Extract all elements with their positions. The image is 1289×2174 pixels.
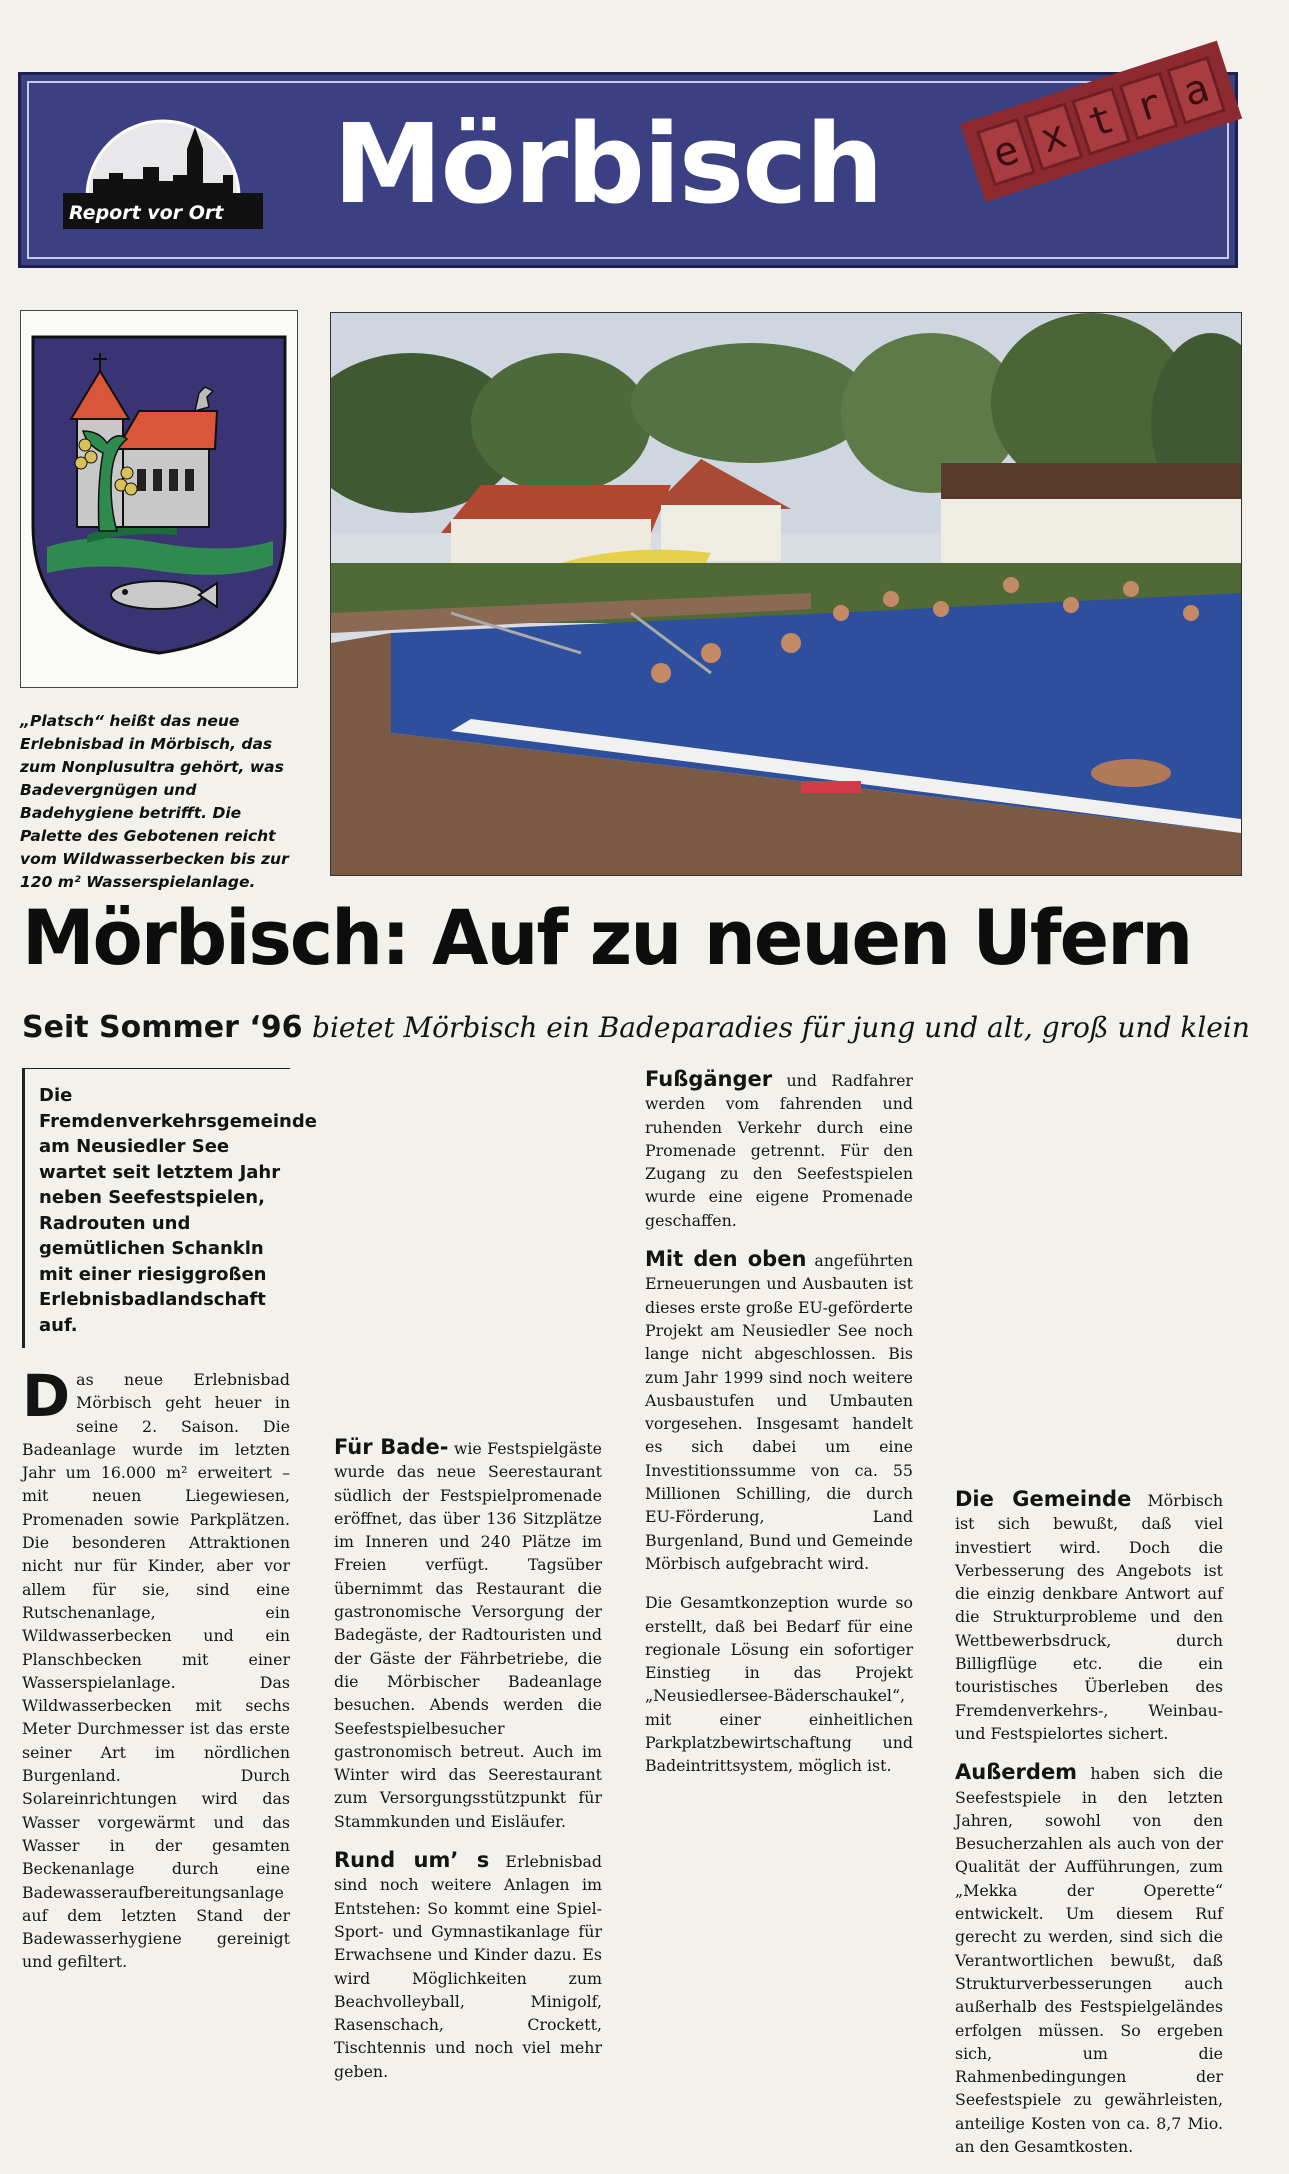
report-vor-ort-logo	[63, 119, 263, 229]
paragraph-2-text: wie Festspielgäste wurde das neue Seerestaurant südlich der Festspielpromenade eröffnet, das über 136 Sitzplätze im Inneren und 240 Plätze im Freien verfügt. Tagsüber übernimmt das Restaurant die gastronomische Versorgung der Badegäste, der Radtouristen und der Gäste der Fährbetriebe, die die Mörbischer Badeanlage besuchen. Abends werden die Seefestspielbesucher gastronomisch betreut. Auch im Winter wird das Seerestaurant zum Versorgungsstützpunkt für Stammkunden und Eisläufer.	[334, 1439, 602, 1831]
extra-letter: e	[976, 118, 1036, 187]
article-column-3	[645, 1068, 913, 1794]
article-subhead	[22, 1006, 1262, 1050]
subhead-lead: Seit Sommer ‘96	[22, 1010, 303, 1045]
paragraph-7	[955, 1488, 1223, 1745]
coat-of-arms-image	[27, 335, 291, 655]
paragraph-5-lead: Mit den oben	[645, 1247, 807, 1272]
subhead-rest: bietet Mörbisch ein Badeparadies für jung und alt, groß und klein	[312, 1011, 1250, 1044]
paragraph-7-text: Mörbisch ist sich bewußt, daß viel investiert wird. Doch die Verbesserung des Angebots ist die einzig denkbare Antwort auf die Strukturprobleme und den Wettbewerbsdruck, durch Billigflüge etc. die ein touristisches Überleben des Fremdenverkehrs-, Weinbau- und Festspielortes sichert.	[955, 1491, 1223, 1743]
article-column-2	[334, 1436, 602, 2099]
coat-of-arms-caption: „Platsch“ heißt das neue Erlebnisbad in Mörbisch, das zum Nonplusultra gehört, was Badevergnügen und Badehygiene betrifft. Die Palette des Gebotenen reicht vom Wildwasserbecken bis zur 120 m² Wasserspielanlage.	[20, 712, 289, 891]
paragraph-6: Die Gesamtkonzeption wurde so erstellt, daß bei Bedarf für eine regionale Lösung ein sofortiger Einstieg in das Projekt „Neusiedlersee-Bäderschaukel“, mit einer einheitlichen Parkplatzbewirtschaftung und Badeintrittsystem, möglich ist.	[645, 1593, 913, 1776]
paragraph-1-text: as neue Erlebnisbad Mörbisch geht heuer in seine 2. Saison. Die Badeanlage wurde im letzten Jahr um 16.000 m² erweitert – mit neuen Liegewiesen, Promenaden sowie Parkplätzen. Die besonderen Attraktionen nicht nur für Kinder, aber vor allem für sie, sind eine Rutschenanlage, ein Wildwasserbecken und ein Planschbecken mit einer Wasserspielanlage. Das Wildwasserbecken mit sechs Meter Durchmesser ist das erste seiner Art im nördlichen Burgenland. Durch Solareinrichtungen wird das Wasser vorgewärmt und das Wasser in der gesamten Beckenanlage durch eine Badewasseraufbereitungsanlage auf dem letzten Stand der Badewasserhygiene gereinigt und gefiltert.	[22, 1370, 290, 1972]
paragraph-4-lead: Fußgänger	[645, 1067, 773, 1091]
paragraph-2-lead: Für Bade-	[334, 1435, 449, 1459]
extra-letter: a	[1166, 56, 1226, 125]
paragraph-7-lead: Die Gemeinde	[955, 1487, 1132, 1511]
article-column-4	[955, 1488, 1223, 2174]
paragraph-8-lead: Außerdem	[955, 1760, 1078, 1785]
pool-photo	[330, 312, 1242, 876]
extra-letter: r	[1119, 71, 1179, 140]
paragraph-3	[334, 1849, 602, 2083]
paragraph-8	[955, 1761, 1223, 2158]
drop-cap: D	[22, 1362, 71, 1430]
paragraph-4	[645, 1068, 913, 1232]
paragraph-1	[22, 1362, 290, 1974]
coat-of-arms-frame	[20, 310, 298, 688]
extra-letter: x	[1024, 102, 1084, 171]
paragraph-5-text: angeführten Erneuerungen und Ausbauten ist dieses erste große EU-geförderte Projekt am Neusiedler See noch lange nicht abgeschlossen. Bis zum Jahr 1999 sind noch weitere Ausbaustufen und Umbauten vorgesehen. Insgesamt handelt es sich dabei um eine Investitionssumme von ca. 55 Millionen Schilling, die durch EU-Förderung, Land Burgenland, Bund und Gemeinde Mörbisch aufgebracht wird.	[645, 1251, 913, 1573]
article-intro: Die Fremdenverkehrsgemeinde am Neusiedler See wartet seit letztem Jahr neben Seefestspielen, Radrouten und gemütlichen Schankln mit einer riesiggroßen Erlebnisbadlandschaft auf.	[22, 1068, 290, 1348]
paragraph-8-text: haben sich die Seefestspiele in den letzten Jahren, sowohl von den Besucherzahlen als auch von der Qualität der Aufführungen, zum „Mekka der Operette“ entwickelt. Um diesem Ruf gerecht zu werden, sind sich die Verantwortlichen bewußt, daß Strukturverbesserungen auch außerhalb des Festspielgeländes erfolgen müssen. So ergeben sich, um die Rahmenbedingungen der Seefestspiele zu gewährleisten, anteilige Kosten von ca. 8,7 Mio. an den Gesamtkosten.	[955, 1764, 1223, 2157]
paragraph-3-lead: Rund um’ s	[334, 1848, 490, 1873]
paragraph-3-text: Erlebnisbad sind noch weitere Anlagen im Entstehen: So kommt eine Spiel- Sport- und Gymnastikanlage für Erwachsene und Kinder dazu. Es wird Möglichkeiten zum Beachvolleyball, Minigolf, Rasenschach, Crockett, Tischtennis und noch viel mehr geben.	[334, 1852, 602, 2081]
paragraph-5	[645, 1248, 913, 1575]
logo-badge-text: Report vor Ort	[69, 202, 224, 224]
article-headline: Mörbisch: Auf zu neuen Ufern	[22, 893, 1192, 982]
masthead-title: Mörbisch	[333, 100, 882, 228]
extra-letter: t	[1071, 87, 1131, 156]
article-column-1	[22, 1068, 317, 1988]
paragraph-4-text: und Radfahrer werden vom fahrenden und ruhenden Verkehr durch eine Promenade getrennt. Für den Zugang zu den Seefestspielen wurde eine eigene Promenade geschaffen.	[645, 1071, 913, 1230]
paragraph-2	[334, 1436, 602, 1833]
